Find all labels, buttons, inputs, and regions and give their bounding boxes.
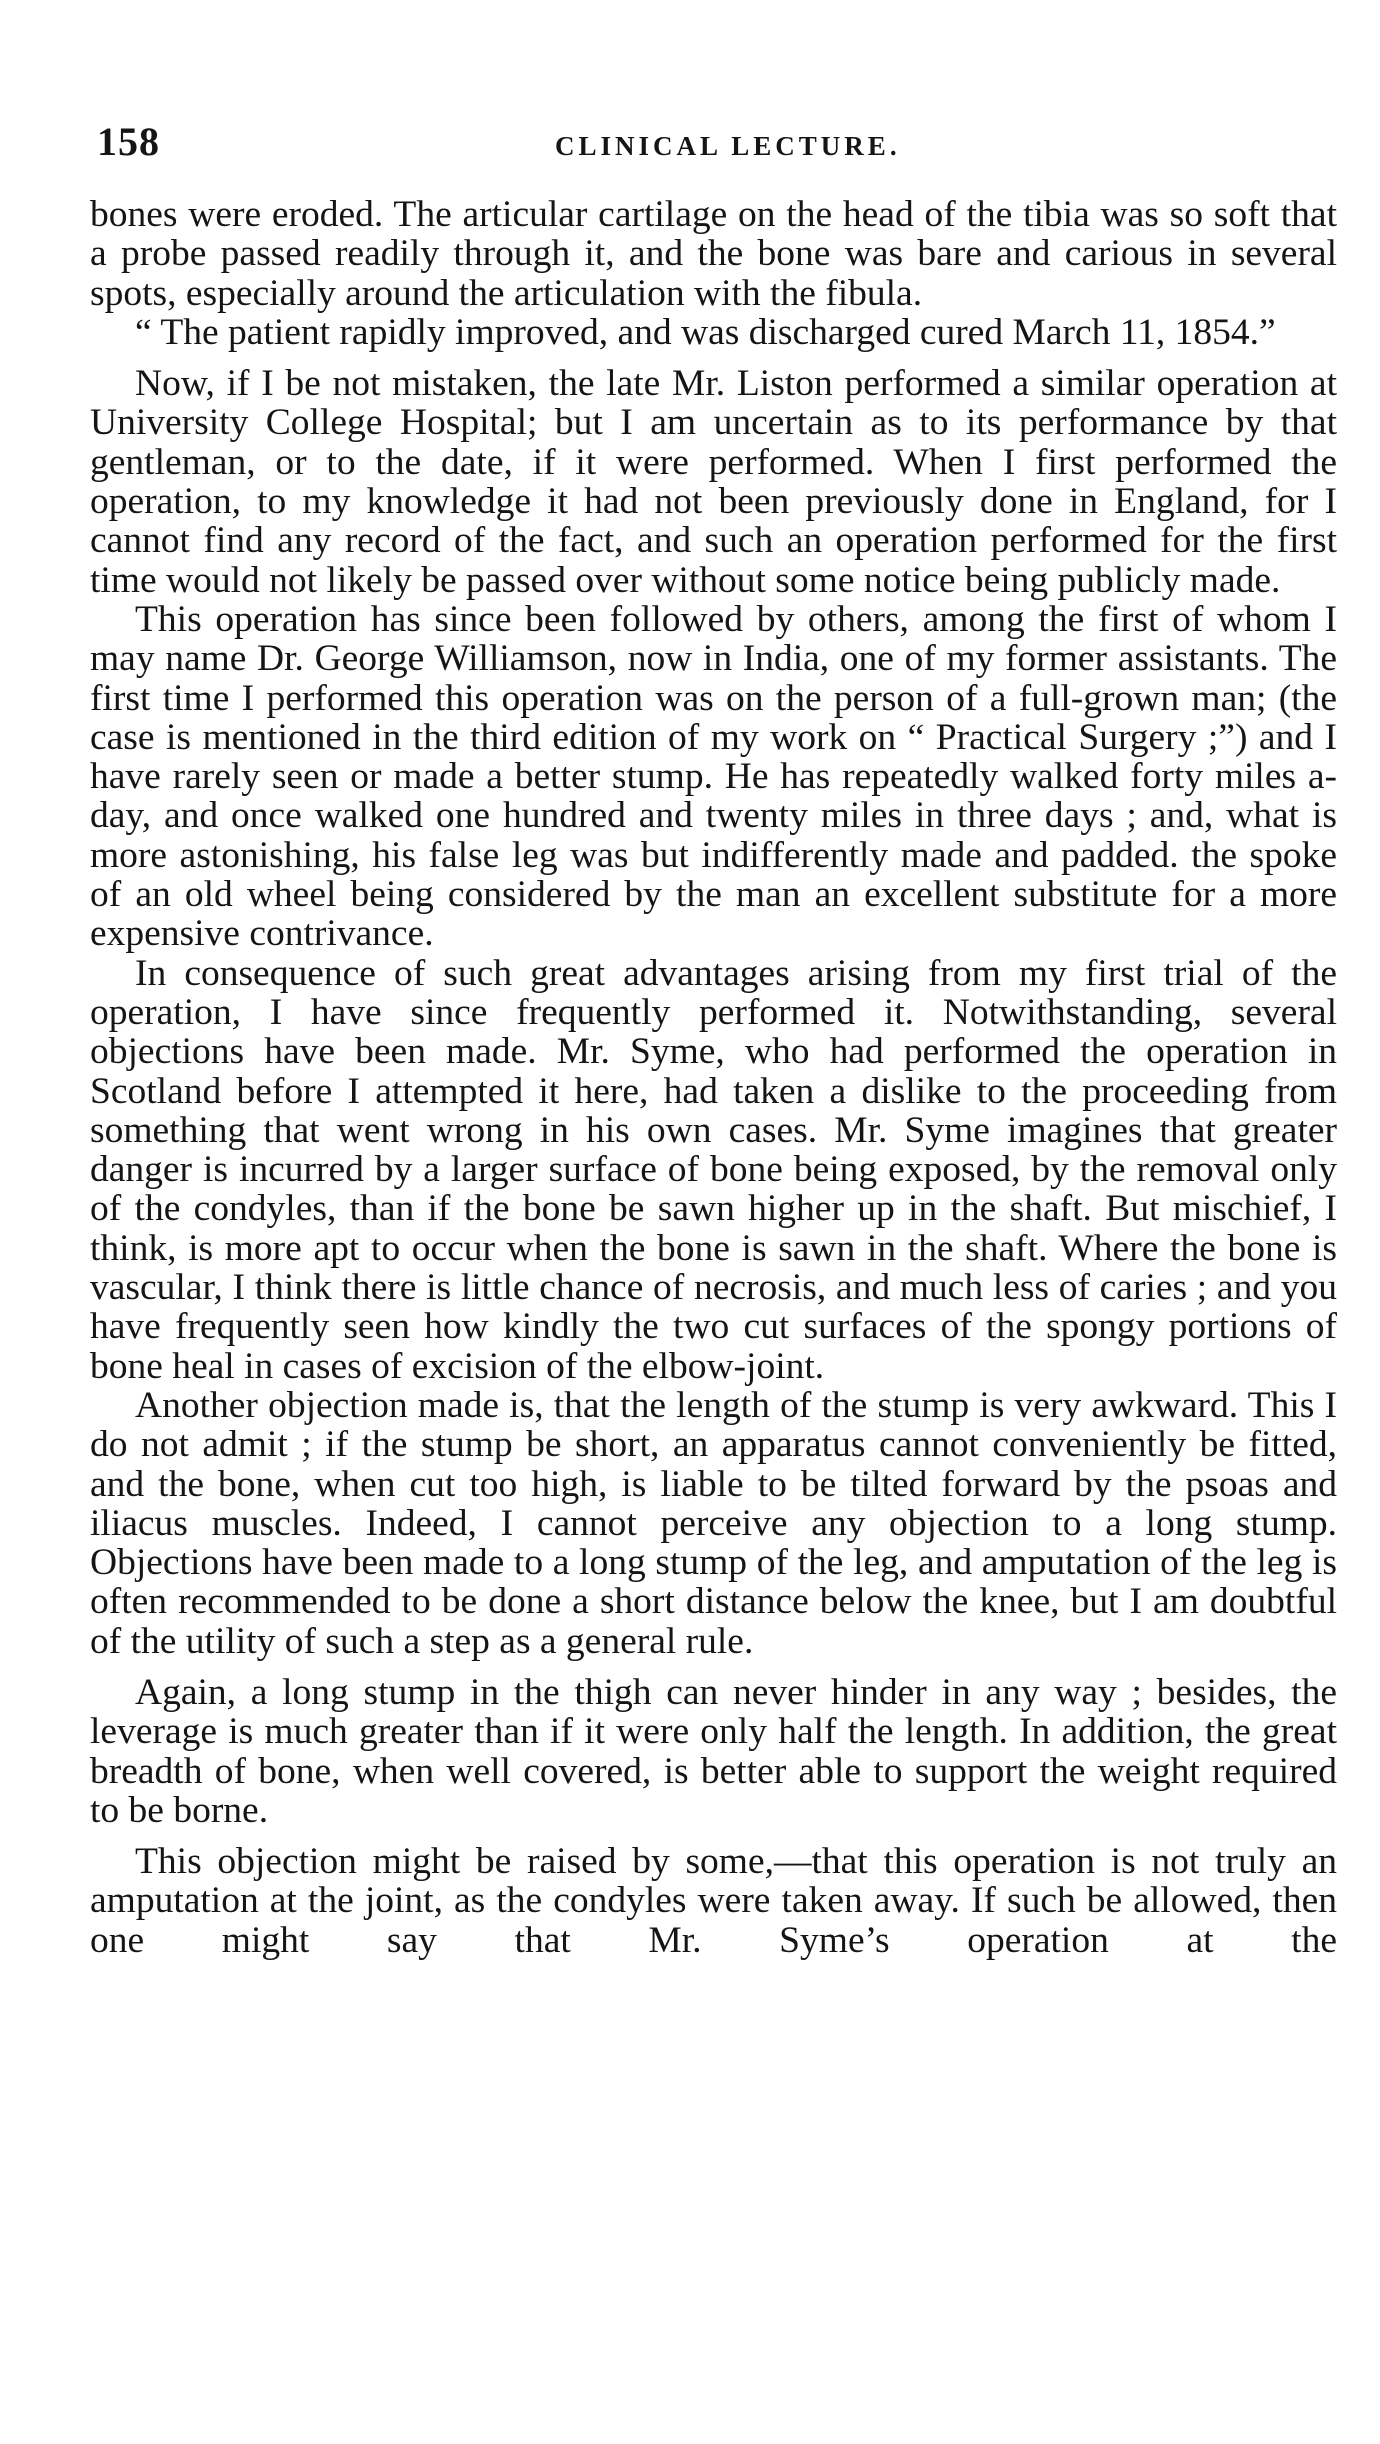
paragraph-liston: Now, if I be not mistaken, the late Mr. Liston performed a similar operation at University College Hospital; but I am uncertain as to its performance by that gentleman, or to the date, if it were performed. When I first performed the operation, to my knowledge it had not been previously done in England, for I cannot find any record of the fact, and such an operation performed for the first time would not likely be passed over without some notice being publicly made.	[90, 363, 1337, 601]
page-number: 158	[97, 119, 160, 164]
paragraph-williamson: This operation has since been followed by others, among the first of whom I may name Dr. George Williamson, now in India, one of my former assistants. The first time I performed this operation was on the person of a full-grown man; (the case is mentioned in the third edition of my work on “ Practical Surgery ;”) and I have rarely seen or made a better stump. He has repeatedly walked forty miles a-day, and once walked one hundred and twenty miles in three days ; and, what is more astonishing, his false leg was but indifferently made and padded. the spoke of an old wheel being considered by the man an excellent substitute for a more expensive contrivance.	[90, 598, 1337, 955]
page-header	[97, 112, 1337, 172]
paragraph-final: This objection might be raised by some,—that this operation is not truly an amputation at the joint, as the condyles were taken away. If such be allowed, then one might say that Mr. Syme’s operation at the	[90, 1841, 1337, 1961]
paragraph-continuation: bones were eroded. The articular cartilage on the head of the tibia was so soft that a probe passed readily through it, and the bone was bare and carious in several spots, especially around the articulation with the fibula.	[90, 194, 1337, 314]
paragraph-stump-length: Another objection made is, that the length of the stump is very awkward. This I do not admit ; if the stump be short, an apparatus cannot conveniently be fitted, and the bone, when cut too high, is liable to be tilted forward by the psoas and iliacus muscles. Indeed, I cannot perceive any objection to a long stump. Objections have been made to a long stump of the leg, and amputation of the leg is often recommended to be done a short distance below the knee, but I am doubtful of the utility of such a step as a general rule.	[90, 1384, 1337, 1662]
paragraph-objections: In consequence of such great advantages arising from my first trial of the operation, I have since frequently performed it. Notwithstanding, several objections have been made. Mr. Syme, who had performed the operation in Scotland before I attempted it here, had taken a dislike to the proceeding from something that went wrong in his own cases. Mr. Syme imagines that greater danger is incurred by a larger surface of bone being exposed, by the removal only of the condyles, than if the bone be sawn higher up in the shaft. But mischief, I think, is more apt to occur when the bone is sawn in the shaft. Where the bone is vascular, I think there is little chance of necrosis, and much less of caries ; and you have frequently seen how kindly the two cut surfaces of the spongy portions of bone heal in cases of excision of the elbow-joint.	[90, 952, 1337, 1387]
paragraph-leverage: Again, a long stump in the thigh can never hinder in any way ; besides, the leverage is much greater than if it were only half the length. In addition, the great breadth of bone, when well covered, is better able to support the weight required to be borne.	[90, 1671, 1337, 1831]
body-text	[90, 195, 1337, 1960]
running-head: CLINICAL LECTURE.	[555, 131, 901, 161]
paragraph-quote: “ The patient rapidly improved, and was discharged cured March 11, 1854.”	[135, 311, 1276, 353]
